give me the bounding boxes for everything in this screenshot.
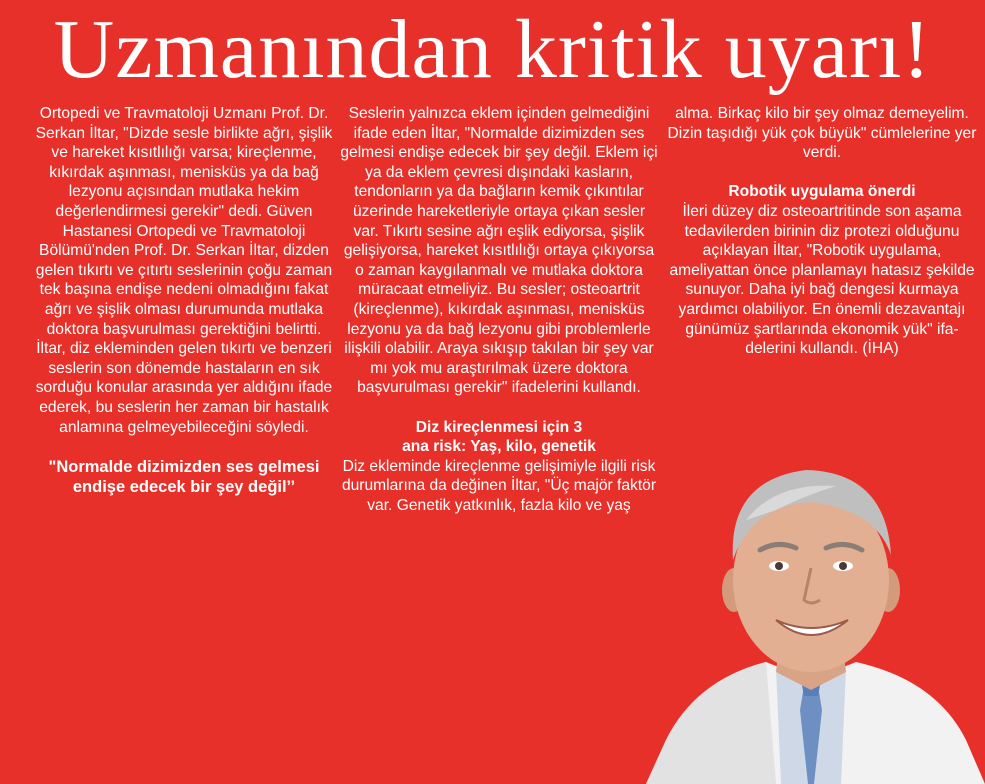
body-paragraph: Ortopedi ve Travmatoloji Uzmanı Prof. Dr. Serkan İltar, "Dizde sesle birlikte ağrı, şişlik ve hareket kısıtlılığı varsa; kireçlenme, kıkırdak aşınması, menisküs ya da bağ lezyonu açısından mutlaka hekim değerlendirmesi gerekir" dedi. Güven Hastanesi Ortopedi ve Travmatoloji Bölümü'nden Prof. Dr. Serkan İltar, dizden gelen tıkırtı ve çıtırtı seslerinin çoğu zaman tek başına endişe nedeni olmadığını fakat ağrı ve şişlik olması durumunda mutlaka doktora başvurulması gerektiğini belirtti. İltar, diz ekleminden gelen tıkırtı ve benzeri seslerin son dönemde hastaların en sık sorduğu konular arasında yer aldığını ifade ederek, bu seslerin her zaman bir hastalık anlamına gelmeyebileceğini söyledi.: [35, 105, 333, 436]
article-column-2: [339, 104, 659, 515]
doctor-portrait-photo: [636, 440, 985, 784]
subhead-line-2: ana risk: Yaş, kilo, genetik: [402, 438, 596, 456]
section-subhead: "Normalde dizimizden ses gelmesi endişe edecek bir şey değil’’: [48, 457, 320, 496]
section-subhead: [339, 418, 659, 457]
article-column-1: [32, 104, 336, 497]
subhead-line-1: Diz kireçlenmesi için 3: [415, 418, 583, 436]
page-title: Uzmanından kritik uyarı!: [53, 3, 932, 96]
body-paragraph: İleri düzey diz osteoartritinde son aşama tedavilerden birinin diz protezi olduğunu açıklayan İltar, "Robotik uygulama, ameliyattan önce planlamayı hatasız şekilde sunuyor. Daha iyi bağ dengesi kurmaya yardımcı olabiliyor. En önemli dezavantajı günümüz şartlarında ekonomik yük" ifa-delerini kullandı. (İHA): [669, 202, 975, 358]
body-paragraph: alma. Birkaç kilo bir şey olmaz demeyelim. Dizin taşıdığı yük çok büyük" cümlelerine yer verdi.: [667, 105, 977, 162]
section-subhead: Robotik uygulama önerdi: [728, 183, 916, 201]
body-paragraph: Seslerin yalnızca eklem içinden gelmediğini ifade eden İltar, "Normalde dizimizden ses gelmesi endişe edecek bir şey değil. Eklem içi ya da eklem çevresi dışındaki kasların, tendonların ya da bağların kemik çıkıntılar üzerinde hareketleriyle ortaya çıkan sesler var. Tıkırtı sesine ağrı eşlik ediyorsa, şişlik gelişiyorsa, hareket kısıtlılığı ortaya çıkıyorsa o zaman kaygılanmalı ve mutlaka doktora müracaat etmeliyiz. Bu sesler; osteoartrit (kireçlenme), kıkırdak aşınması, menisküs lezyonu ya da bağ lezyonu gibi problemlerle ilişkili olabilir. Araya sıkışıp takılan bir şey var mı yok mu araştırılmak üzere doktora başvurulması gerekir" ifadelerini kullandı.: [340, 105, 658, 397]
body-paragraph: Diz ekleminde kireçlenme gelişimiyle ilgili risk durumlarına da değinen İltar, "Üç majör faktör var. Genetik yatkınlık, fazla kilo ve yaş: [341, 457, 657, 514]
article-column-3: [664, 104, 980, 359]
